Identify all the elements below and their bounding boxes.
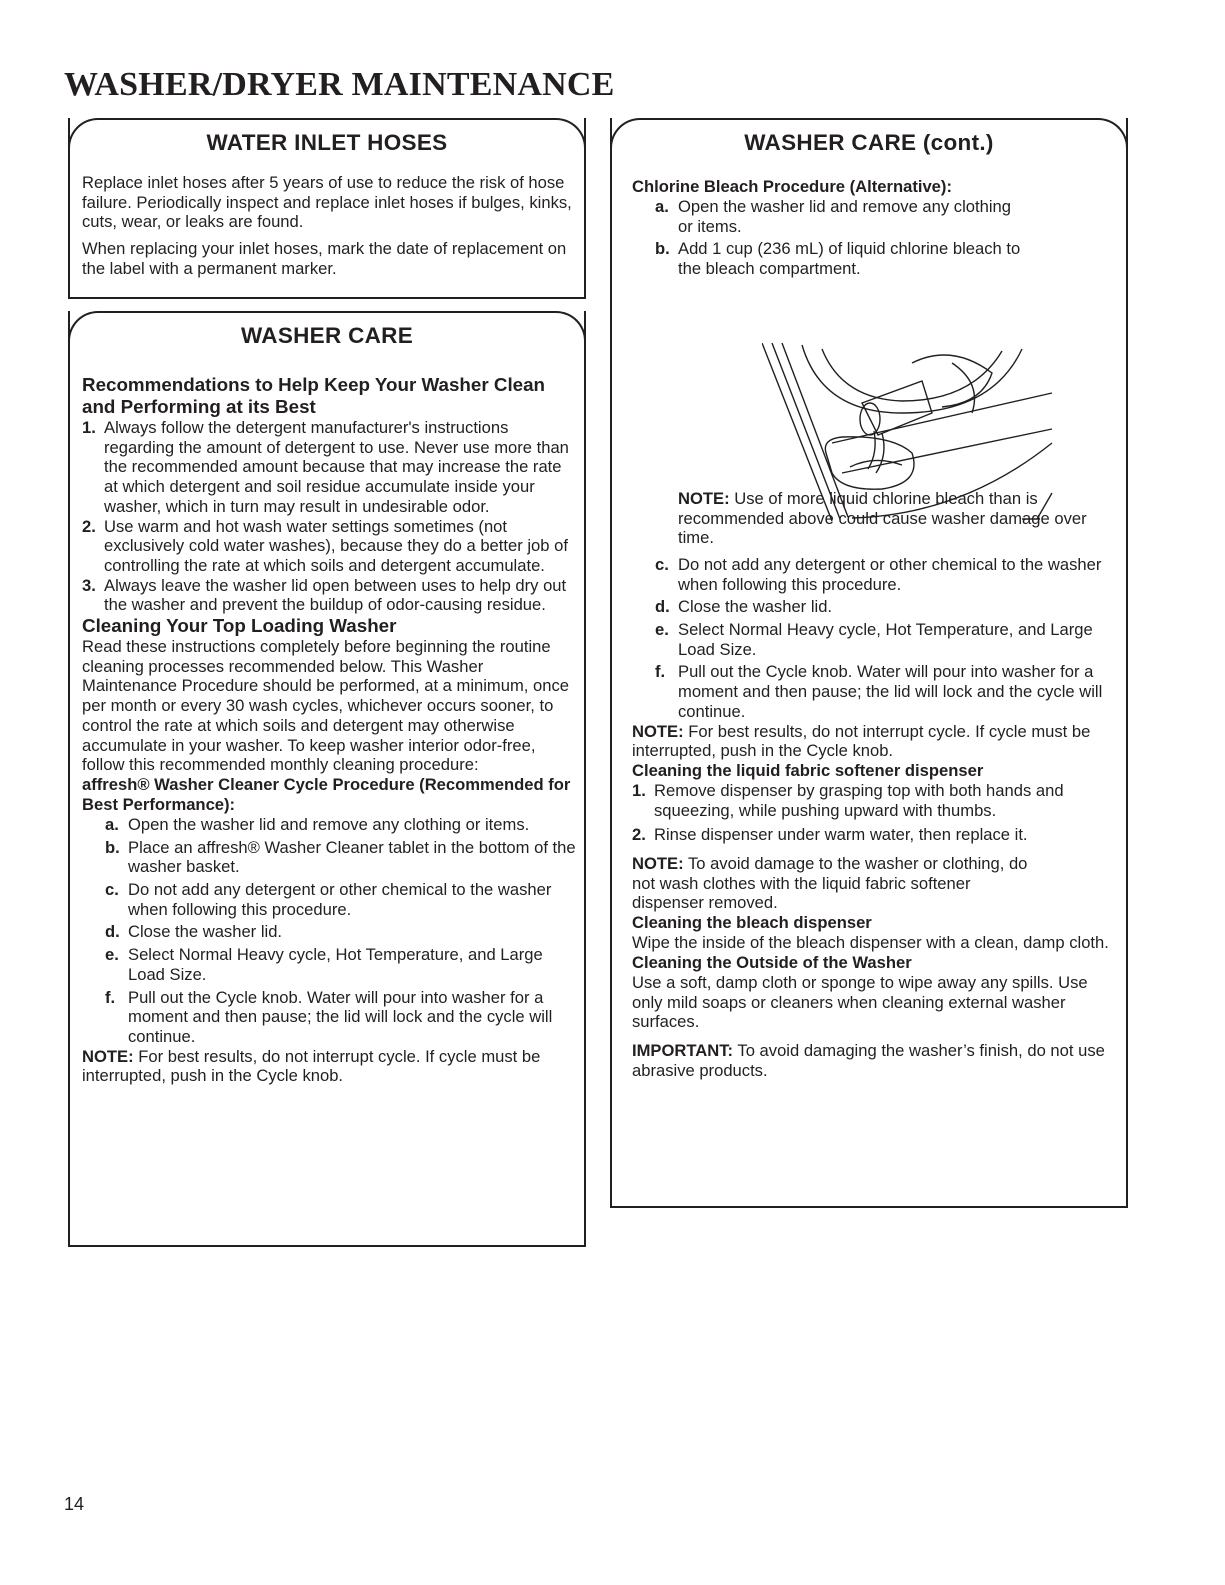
list-marker: 2.: [632, 825, 646, 845]
list-marker: e.: [105, 945, 119, 965]
list-text: Use warm and hot wash water settings sometimes (not exclusively cold water washes), because they do a better job of controlling the rate at which soils and detergent accumulate.: [104, 516, 568, 575]
note-label: NOTE:: [632, 854, 684, 874]
page-number: 14: [64, 1494, 85, 1514]
recommendations-list: [82, 418, 578, 615]
list-item: [632, 781, 1120, 820]
list-text: Remove dispenser by grasping top with both hands and squeezing, while pushing upward with thumbs.: [654, 780, 1064, 820]
section-header: [68, 311, 586, 363]
list-text: Rinse dispenser under warm water, then replace it.: [654, 825, 1028, 845]
note: [632, 854, 1120, 913]
list-item: [632, 825, 1120, 845]
list-item: [632, 555, 1120, 594]
list-item: [82, 418, 578, 517]
list-item: [82, 988, 578, 1047]
list-text: Always leave the washer lid open between uses to help dry out the washer and prevent the buildup of odor-causing residue.: [104, 575, 567, 615]
section-title: WASHER CARE: [240, 323, 414, 348]
water-inlet-hoses-section: [68, 118, 586, 299]
list-item: [82, 815, 578, 835]
list-text: Add 1 cup (236 mL) of liquid chlorine bleach to the bleach compartment.: [678, 239, 1021, 279]
washer-care-cont-section: [610, 118, 1128, 1208]
note: [632, 722, 1120, 761]
section-header: [610, 118, 1128, 170]
affresh-steps-list: [82, 815, 578, 1047]
list-text: Select Normal Heavy cycle, Hot Temperature, and Large Load Size.: [128, 945, 543, 984]
list-marker: f.: [655, 662, 666, 682]
list-marker: 1.: [82, 418, 96, 437]
list-marker: 2.: [82, 516, 96, 536]
list-marker: d.: [655, 597, 670, 617]
list-item: [82, 838, 578, 877]
list-marker: d.: [105, 922, 120, 942]
list-item: [632, 620, 1120, 659]
list-text: Pull out the Cycle knob. Water will pour into washer for a moment and then pause; the lid will lock and the cycle will continue.: [678, 662, 1103, 721]
list-item: [632, 197, 1120, 236]
subheading: Cleaning the Outside of the Washer: [632, 952, 912, 972]
list-text: Place an affresh® Washer Cleaner tablet in the bottom of the washer basket.: [128, 837, 576, 877]
section-header: [68, 118, 586, 170]
washer-care-section: [68, 311, 586, 1247]
subheading: Cleaning the liquid fabric softener dispenser: [632, 760, 984, 780]
list-marker: f.: [105, 987, 116, 1007]
bleach-pouring-illustration: [762, 343, 1062, 543]
paragraph: Wipe the inside of the bleach dispenser with a clean, damp cloth.: [632, 933, 1109, 953]
list-item: [82, 517, 578, 576]
list-marker: a.: [655, 197, 669, 216]
list-marker: c.: [105, 880, 119, 900]
section-body: [82, 374, 578, 1086]
section-title: WASHER CARE (cont.): [744, 130, 994, 155]
subheading: Cleaning the bleach dispenser: [632, 913, 872, 933]
list-item: [82, 922, 578, 942]
list-marker: c.: [655, 554, 669, 574]
subheading: affresh® Washer Cleaner Cycle Procedure (Recommended for Best Performance):: [82, 774, 571, 814]
subheading: Cleaning Your Top Loading Washer: [82, 615, 397, 637]
note-label: NOTE:: [632, 721, 684, 741]
list-item: [632, 662, 1120, 721]
list-item: [82, 945, 578, 984]
list-marker: e.: [655, 620, 669, 640]
list-text: Always follow the detergent manufacturer's instructions regarding the amount of detergent to use. Never use more than the recommended amount because that may increase the rate at which detergent and soil residue accumulate inside your washer, which in turn may result in undesirable odor.: [104, 418, 569, 516]
important-note: [632, 1041, 1120, 1080]
bleach-steps-list: [632, 197, 1120, 279]
list-marker: 3.: [82, 575, 96, 595]
list-item: [632, 239, 1120, 278]
note-text: To avoid damage to the washer or clothing, do not wash clothes with the liquid fabric softener dispenser removed.: [632, 854, 1028, 913]
list-text: Select Normal Heavy cycle, Hot Temperature, and Large Load Size.: [678, 620, 1093, 659]
list-marker: a.: [105, 814, 119, 834]
paragraph: Read these instructions completely before beginning the routine cleaning processes recommended below. This Washer Maintenance Procedure should be performed, at a minimum, once per month or every 30 wash cycles, whichever occurs sooner, to control the rate at which soils and detergent may otherwise accumulate in your washer. To keep washer interior odor-free, follow this recommended monthly cleaning procedure:: [82, 637, 570, 775]
list-text: Do not add any detergent or other chemical to the washer when following this procedure.: [128, 880, 552, 919]
list-text: Open the washer lid and remove any clothing or items.: [678, 197, 1011, 236]
section-body: [632, 177, 1120, 1080]
paragraph: When replacing your inlet hoses, mark the date of replacement on the label with a permanent marker.: [82, 239, 567, 278]
subheading: Chlorine Bleach Procedure (Alternative):: [632, 177, 952, 196]
list-marker: 1.: [632, 780, 646, 800]
subheading: Recommendations to Help Keep Your Washer Clean and Performing at its Best: [82, 374, 546, 417]
note: [82, 1047, 578, 1086]
note-label: NOTE:: [678, 488, 730, 508]
section-title: WATER INLET HOSES: [206, 130, 448, 155]
softener-steps-list: [632, 781, 1120, 845]
list-text: Close the washer lid.: [678, 597, 833, 617]
important-text: To avoid damaging the washer’s finish, do not use abrasive products.: [632, 1040, 1105, 1080]
list-text: Pull out the Cycle knob. Water will pour into washer for a moment and then pause; the lid will lock and the cycle will continue.: [128, 987, 553, 1046]
list-marker: b.: [105, 837, 120, 857]
paragraph: Replace inlet hoses after 5 years of use to reduce the risk of hose failure. Periodically inspect and replace inlet hoses if bulges, kinks, cuts, wear, or leaks are found.: [82, 173, 572, 232]
note-text: Use of more liquid chlorine bleach than is recommended above could cause washer damage over time.: [678, 488, 1087, 548]
page-title: WASHER/DRYER MAINTENANCE: [64, 66, 615, 103]
list-text: Open the washer lid and remove any clothing or items.: [128, 814, 530, 834]
list-text: Close the washer lid.: [128, 922, 283, 942]
list-text: Do not add any detergent or other chemical to the washer when following this procedure.: [678, 554, 1102, 594]
list-item: [82, 576, 578, 615]
note-text: For best results, do not interrupt cycle. If cycle must be interrupted, push in the Cycle knob.: [632, 721, 1091, 761]
list-marker: b.: [655, 239, 670, 259]
paragraph: Use a soft, damp cloth or sponge to wipe away any spills. Use only mild soaps or cleaners when cleaning external washer surfaces.: [632, 972, 1088, 1032]
note-label: NOTE:: [82, 1046, 134, 1066]
list-item: [632, 597, 1120, 617]
bleach-steps-list-2: [632, 555, 1120, 722]
section-body: [82, 173, 578, 279]
important-label: IMPORTANT:: [632, 1040, 734, 1060]
list-item: [82, 880, 578, 919]
note-text: For best results, do not interrupt cycle. If cycle must be interrupted, push in the Cycle knob.: [82, 1046, 541, 1086]
